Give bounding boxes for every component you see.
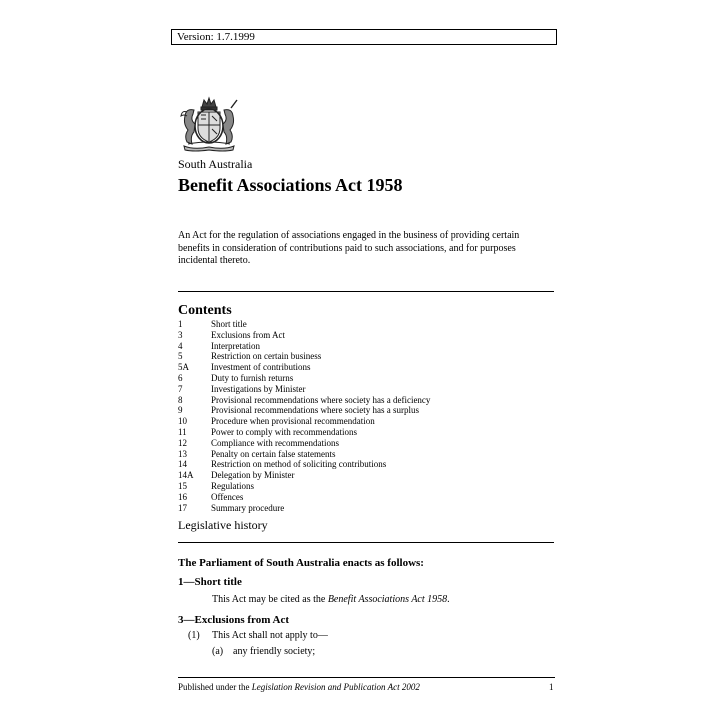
toc-item-title: Investigations by Minister (211, 383, 306, 394)
toc-item-title: Summary procedure (211, 502, 285, 513)
toc-item[interactable] (178, 384, 430, 395)
footer-prefix: Published under the (178, 682, 252, 692)
subsection-text: This Act shall not apply to— (212, 630, 328, 641)
toc-item-number: 16 (178, 491, 187, 502)
toc-item[interactable] (178, 405, 430, 416)
toc-item-title: Power to comply with recommendations (211, 426, 357, 437)
act-title: Benefit Associations Act 1958 (178, 175, 403, 195)
section-3-subsection-1 (188, 630, 328, 641)
toc-item-title: Provisional recommendations where society has a surplus (211, 405, 419, 416)
divider-body (178, 542, 554, 543)
footer-published (178, 682, 420, 692)
toc-item-title: Short title (211, 319, 247, 329)
toc-item-number: 5 (178, 351, 183, 362)
toc-item-number: 12 (178, 437, 187, 448)
toc-item-title: Penalty on certain false statements (211, 448, 336, 459)
enacting-formula: The Parliament of South Australia enacts as follows: (178, 557, 424, 569)
toc-item-title: Restriction on method of soliciting contributions (211, 459, 387, 470)
toc-item-number: 14 (178, 459, 187, 470)
toc-item[interactable] (178, 416, 430, 427)
toc-item-number: 13 (178, 448, 187, 459)
toc-item-title: Investment of contributions (211, 362, 311, 373)
toc-item[interactable] (178, 503, 430, 514)
long-title: An Act for the regulation of associations engaged in the business of providing certain benefits in consideration of contributions paid to such associations, and for purposes incidental thereto. (178, 230, 520, 266)
paragraph-number: (a) (212, 646, 224, 657)
toc-item-title: Procedure when provisional recommendation (211, 416, 375, 427)
toc-item[interactable] (178, 449, 430, 460)
divider-footer (178, 677, 555, 678)
toc-item[interactable] (178, 319, 430, 330)
toc-item-title: Restriction on certain business (211, 351, 322, 362)
legislative-history-link[interactable]: Legislative history (178, 518, 268, 532)
toc-item[interactable] (178, 362, 430, 373)
royal-coat-of-arms-icon (178, 94, 240, 152)
toc-item[interactable] (178, 470, 430, 481)
toc-item[interactable] (178, 395, 430, 406)
toc-item[interactable] (178, 459, 430, 470)
toc-item-number: 10 (178, 416, 187, 427)
section-1-heading: 1—Short title (178, 576, 242, 588)
toc-item-number: 4 (178, 340, 183, 351)
toc-item-number: 1 (178, 319, 183, 329)
toc-item-title: Delegation by Minister (211, 470, 295, 481)
section-1-text-before: This Act may be cited as the (212, 594, 328, 605)
toc-item-number: 8 (178, 394, 183, 405)
toc-item-number: 6 (178, 372, 183, 383)
toc-item[interactable] (178, 427, 430, 438)
section-3-heading: 3—Exclusions from Act (178, 614, 290, 626)
section-1-act-name: Benefit Associations Act 1958 (327, 594, 448, 605)
toc-item-title: Offences (211, 491, 244, 502)
toc-item[interactable] (178, 481, 430, 492)
page-number: 1 (549, 682, 554, 692)
toc-item-title: Duty to furnish returns (211, 372, 294, 383)
toc-item-number: 14A (178, 470, 194, 481)
section-1-text (212, 594, 450, 605)
version-box (171, 29, 557, 45)
contents-heading: Contents (178, 303, 232, 318)
toc-item[interactable] (178, 492, 430, 503)
toc-item[interactable] (178, 373, 430, 384)
toc-item-title: Regulations (211, 480, 254, 491)
toc-item[interactable] (178, 330, 430, 341)
toc-item[interactable] (178, 341, 430, 352)
toc-item-title: Compliance with recommendations (211, 437, 339, 448)
table-of-contents (178, 319, 430, 513)
toc-item-title: Interpretation (211, 340, 260, 351)
footer-act-name: Legislation Revision and Publication Act 2002 (251, 682, 420, 692)
toc-item-number: 17 (178, 502, 187, 513)
divider-contents (178, 291, 554, 292)
toc-item-number: 3 (178, 329, 183, 340)
jurisdiction-label: South Australia (178, 157, 253, 171)
toc-item-title: Provisional recommendations where society has a deficiency (211, 394, 431, 405)
toc-item[interactable] (178, 438, 430, 449)
toc-item-number: 7 (178, 383, 183, 394)
toc-item[interactable] (178, 351, 430, 362)
toc-item-number: 9 (178, 405, 183, 416)
toc-item-title: Exclusions from Act (211, 329, 285, 340)
toc-item-number: 15 (178, 480, 187, 491)
paragraph-text: any friendly society; (233, 646, 316, 657)
subsection-number: (1) (188, 630, 200, 641)
version-text: Version: 1.7.1999 (177, 31, 255, 43)
section-3-paragraph-a (212, 646, 315, 657)
section-1-text-after: . (447, 594, 450, 605)
toc-item-number: 5A (178, 362, 189, 373)
toc-item-number: 11 (178, 426, 187, 437)
